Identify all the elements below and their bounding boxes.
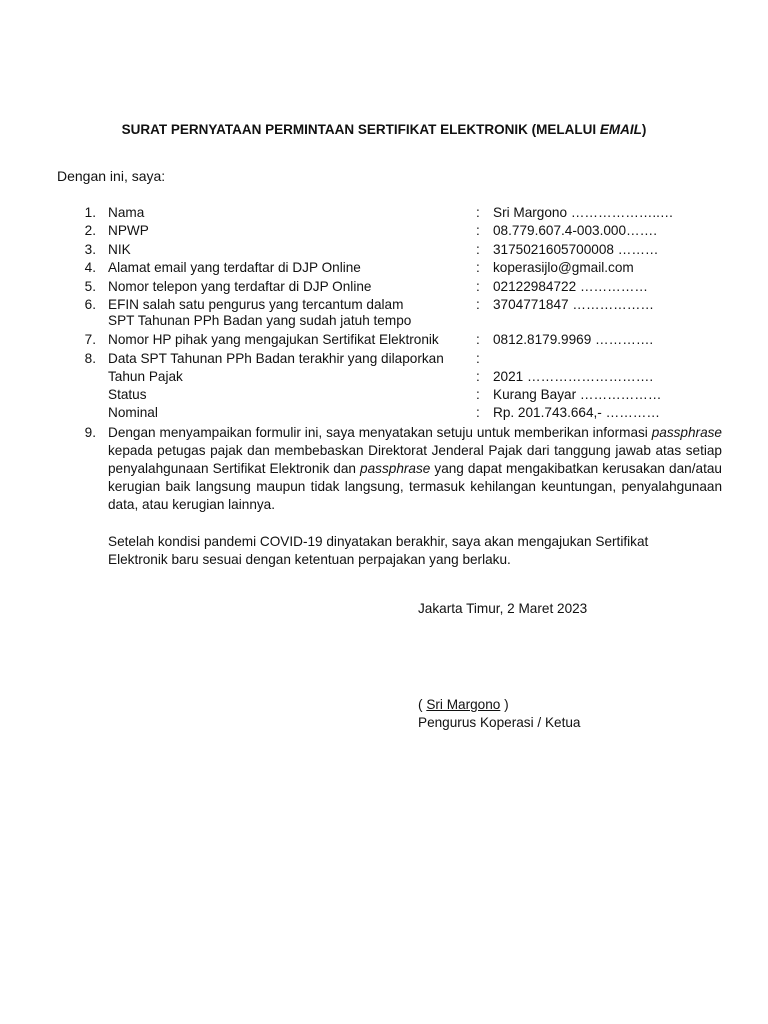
item-label: Nomor HP pihak yang mengajukan Sertifikat Elektronik bbox=[108, 332, 439, 347]
item-value: koperasijlo@gmail.com bbox=[493, 260, 634, 275]
consent-paragraph: Dengan menyampaikan formulir ini, saya menyatakan setuju untuk memberikan informasi passphrase kepada petugas pajak dan membebaskan Direktorat Jenderal Pajak dari tanggung jawab atas setiap penyalahgunaan Sertifikat Elektronik dan passphrase yang dapat mengakibatkan kerusakan dan/atau kerugian baik langsung maupun tidak langsung, termasuk kehilangan keuntungan, penyalahgunaan data, atau kerugian lainnya. bbox=[108, 425, 722, 512]
item-colon: : bbox=[476, 242, 480, 257]
item-number: 2. bbox=[84, 223, 96, 238]
item-number: 9. bbox=[84, 425, 96, 440]
signatory-role: Pengurus Koperasi / Ketua bbox=[418, 715, 581, 730]
item-number: 4. bbox=[84, 260, 96, 275]
item-value: 08.779.607.4-003.000……. bbox=[493, 223, 658, 238]
item-colon: : bbox=[476, 223, 480, 238]
subitem-colon: : bbox=[476, 405, 480, 420]
item-label: EFIN salah satu pengurus yang tercantum dalam bbox=[108, 297, 404, 312]
subitem-value: 2021 ………………………. bbox=[493, 369, 654, 384]
item-value: 0812.8179.9969 …………. bbox=[493, 332, 654, 347]
item-value: 3175021605700008 ……… bbox=[493, 242, 659, 257]
item-label: Nama bbox=[108, 205, 145, 220]
item-label: Alamat email yang terdaftar di DJP Online bbox=[108, 260, 361, 275]
item-colon: : bbox=[476, 260, 480, 275]
item-label: Nomor telepon yang terdaftar di DJP Online bbox=[108, 279, 372, 294]
item-number: 6. bbox=[84, 297, 96, 312]
item-colon: : bbox=[476, 297, 480, 312]
item-number: 3. bbox=[84, 242, 96, 257]
subitem-colon: : bbox=[476, 369, 480, 384]
subitem-label: Status bbox=[108, 387, 147, 402]
item-value: Sri Margono ………………..… bbox=[493, 205, 674, 220]
item-value: 3704771847 ……………… bbox=[493, 297, 654, 312]
intro-text: Dengan ini, saya: bbox=[57, 168, 166, 184]
item-colon: : bbox=[476, 279, 480, 294]
covid-note: Setelah kondisi pandemi COVID-19 dinyatakan berakhir, saya akan mengajukan Sertifikat Elektronik baru sesuai dengan ketentuan perpajakan yang berlaku. bbox=[108, 534, 649, 567]
item-number: 1. bbox=[84, 205, 96, 220]
item-value: 02122984722 …………… bbox=[493, 279, 648, 294]
signatory-name: ( Sri Margono ) bbox=[418, 697, 509, 712]
item-colon: : bbox=[476, 332, 480, 347]
item-colon: : bbox=[476, 205, 480, 220]
item-number: 5. bbox=[84, 279, 96, 294]
subitem-value: Kurang Bayar ……………… bbox=[493, 387, 662, 402]
item-number: 7. bbox=[84, 332, 96, 347]
item-label: NPWP bbox=[108, 223, 149, 238]
item-colon: : bbox=[476, 351, 480, 366]
subitem-label: Tahun Pajak bbox=[108, 369, 183, 384]
item-label: Data SPT Tahunan PPh Badan terakhir yang dilaporkan bbox=[108, 351, 444, 366]
item-label: NIK bbox=[108, 242, 131, 257]
item-number: 8. bbox=[84, 351, 96, 366]
item-label-continued: SPT Tahunan PPh Badan yang sudah jatuh tempo bbox=[108, 313, 412, 328]
subitem-value: Rp. 201.743.664,- ………… bbox=[493, 405, 660, 420]
document-title: SURAT PERNYATAAN PERMINTAAN SERTIFIKAT ELEKTRONIK (MELALUI EMAIL) bbox=[121, 122, 647, 137]
place-date: Jakarta Timur, 2 Maret 2023 bbox=[418, 601, 588, 616]
subitem-label: Nominal bbox=[108, 405, 158, 420]
subitem-colon: : bbox=[476, 387, 480, 402]
